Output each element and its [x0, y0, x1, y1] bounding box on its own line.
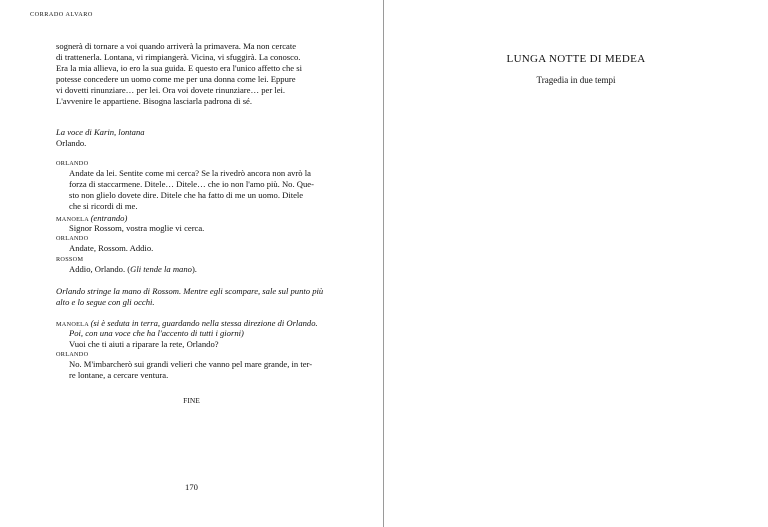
- dialogue-line: Andate da lei. Sentite come mi cerca? Se la rivedrò ancora non avrò la: [69, 168, 311, 178]
- dialogue-line: che si ricordi di me.: [69, 201, 138, 211]
- dialogue-line: Signor Rossom, vostra moglie vi cerca.: [69, 223, 205, 233]
- running-head: CORRADO ALVARO: [30, 11, 93, 18]
- play-title: LUNGA NOTTE DI MEDEA: [506, 53, 646, 65]
- stage-direction: Orlando stringe la mano di Rossom. Mentre egli scompare, sale sul punto più: [56, 286, 324, 296]
- page-number: 170: [185, 482, 198, 492]
- stage-direction: (si è seduta in terra, guardando nella stessa direzione di Orlando.: [90, 318, 318, 328]
- text-line: vi dovetti rinunziare… per lei. Ora voi dovete rinunziare… per lei.: [56, 85, 286, 95]
- speaker-name: ORLANDO: [56, 160, 89, 167]
- dialogue-line: Andate, Rossom. Addio.: [69, 243, 154, 253]
- text-line: potesse concedere un uomo come me per una donna come lei. Eppure: [56, 74, 296, 84]
- stage-direction: Poi, con una voce che ha l'accento di tutti i giorni): [69, 328, 244, 338]
- stage-direction: Gli tende la mano: [130, 264, 192, 274]
- stage-direction: (entrando): [90, 213, 128, 223]
- speaker-name: ORLANDO: [56, 235, 89, 242]
- right-page: [384, 0, 768, 527]
- dialogue-line: Orlando.: [56, 138, 87, 148]
- dialogue-line: No. M'imbarcherò sui grandi velieri che vanno pel mare grande, in ter-: [69, 359, 313, 369]
- stage-direction: La voce di Karin, lontana: [56, 127, 145, 137]
- stage-direction: alto e lo segue con gli occhi.: [56, 297, 155, 307]
- speaker-label: MANOELA: [56, 321, 89, 328]
- speaker-name: ORLANDO: [56, 351, 89, 358]
- dialogue-text: Addio, Orlando. (: [69, 264, 131, 274]
- speaker-label: MANOELA: [56, 216, 89, 223]
- text-line: sognerà di tornare a voi quando arriverà la primavera. Ma non cercate: [56, 41, 297, 51]
- end-marker: FINE: [183, 396, 200, 405]
- dialogue-line: sto non glielo dovete dire. Ditele che ha fatto di me un uomo. Ditele: [69, 190, 304, 200]
- text-line: di trattenerla. Lontana, vi rimpiangerà. Vicina, vi sfuggirà. La conosco.: [56, 52, 301, 62]
- dialogue-line: Vuoi che ti aiuti a riparare la rete, Orlando?: [69, 339, 219, 349]
- speaker-name: ROSSOM: [56, 256, 84, 263]
- dialogue-text: ).: [191, 264, 197, 274]
- play-subtitle: Tragedia in due tempi: [536, 75, 616, 85]
- dialogue-line: forza di staccarmene. Ditele… Ditele… che io non l'amo più. No. Que-: [69, 179, 314, 189]
- speaker-name: [56, 213, 127, 223]
- text-line: L'avvenire le appartiene. Bisogna lasciarla padrona di sé.: [56, 96, 253, 106]
- dialogue-line: [69, 264, 197, 274]
- text-line: Era la mia allieva, io ero la sua guida. E questo era l'unico affetto che si: [56, 63, 302, 73]
- dialogue-line: re lontane, a cercare ventura.: [69, 370, 169, 380]
- speaker-name: [56, 318, 318, 328]
